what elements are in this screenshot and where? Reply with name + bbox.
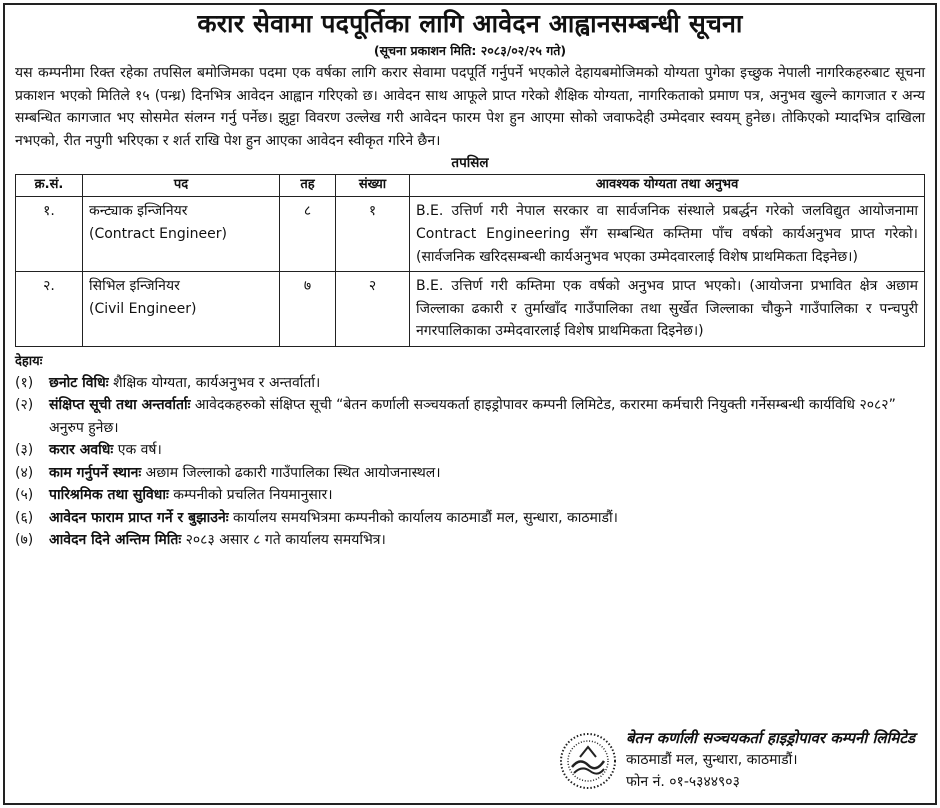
item-number: (६): [15, 509, 34, 526]
cell-serial: १.: [16, 197, 83, 272]
item-number: (१): [15, 374, 34, 391]
cell-count: २: [336, 272, 410, 347]
company-name: बेतन कर्णाली सञ्चयकर्ता हाइड्रोपावर कम्पनी लिमिटेड: [625, 729, 915, 747]
cell-count: १: [336, 197, 410, 272]
item-number: (५): [15, 487, 34, 504]
post-name-nepali: कन्ट्याक इन्जिनियर: [89, 203, 188, 220]
table-header-row: [16, 175, 925, 197]
list-item: [15, 529, 925, 552]
post-name-nepali: सिभिल इन्जिनियर: [89, 278, 180, 295]
table-caption: तपसिल: [451, 155, 489, 172]
publication-date: (सूचना प्रकाशन मिति: २०८३/०२/२५ गते): [373, 43, 567, 58]
intro-paragraph: यस कम्पनीमा रिक्त रहेका तपसिल बमोजिमका पदमा एक वर्षका लागि करार सेवामा पदपूर्ति गर्नुपर्ने भएकोले देहायबमोजिमको योग्यता पुगेका इच्छुक नेपाली नागरिकहरुबाट सूचना प्रकाशन भएको मितिले १५ (पन्ध्र) दिनभित्र आवेदन आह्वान गरिएको छ। आवेदन साथ आफूले प्राप्त गरेको शैक्षिक योग्यता, नागरिकताको प्रमाण पत्र, अनुभव खुल्ने कागजात र अन्य सम्बन्धित कागजात भए सोसमेत संलग्न गर्नु पर्नेछ। झुट्टा विवरण उल्लेख गरी आवेदन फारम पेश हुन आएमा सोको जवाफदेही उम्मेदवार स्वयम् हुनेछ। तोकिएको म्यादभित्र दाखिला नभएको, रीत नपुगी भरिएका र शर्त राखि पेश हुन आएका आवेदन स्वीकृत गरिने छैन।: [15, 65, 925, 149]
list-item: [15, 439, 925, 462]
header-post: पद: [83, 175, 280, 197]
item-text: अछाम जिल्लाको ढकारी गाउँपालिका स्थित आयोजनास्थल।: [141, 464, 441, 481]
list-item: [15, 507, 925, 530]
post-name-english: (Contract Engineer): [89, 225, 227, 242]
dehaya-heading: देहायः: [15, 353, 43, 369]
posts-table: [15, 174, 925, 347]
list-item: [15, 372, 925, 395]
table-row: [16, 272, 925, 347]
table-row: [16, 197, 925, 272]
cell-qualification: B.E. उत्तिर्ण गरी कम्तिमा एक वर्षको अनुभव प्राप्त भएको। (आयोजना प्रभावित क्षेत्र अछाम जिल्लाका ढकारी र तुर्माखाँद गाउँपालिका तथा सुर्खेत जिल्लाका चौकुने गाउँपालिका र पन्चपुरी नगरपालिकाका उम्मेदवारलाई विशेष प्राथमिकता दिइनेछ।): [410, 272, 925, 347]
notice: [3, 3, 937, 805]
list-item: [15, 484, 925, 507]
cell-qualification: B.E. उत्तिर्ण गरी नेपाल सरकार वा सार्वजनिक संस्थाले प्रबर्द्धन गरेको जलविद्युत आयोजनामा Contract Engineering सँग सम्बन्धित कम्तिमा पाँच वर्षको कार्यअनुभव प्राप्त गरेको। (सार्वजनिक खरिदसम्बन्धी कार्यअनुभव भएका उम्मेदवारलाई विशेष प्राथमिकता दिइनेछ।): [410, 197, 925, 272]
header-qualification: आवश्यक योग्यता तथा अनुभव: [410, 175, 925, 197]
item-label: संक्षिप्त सूची तथा अन्तर्वार्ताः: [49, 397, 191, 414]
post-name-english: (Civil Engineer): [89, 300, 197, 317]
header-count: संख्या: [336, 175, 410, 197]
item-label: करार अवधिः: [49, 442, 114, 459]
item-text: २०८३ असार ८ गते कार्यालय समयभित्र।: [181, 532, 386, 549]
item-text: कम्पनीको प्रचलित नियमानुसार।: [168, 487, 333, 504]
item-label: काम गर्नुपर्ने स्थानः: [49, 464, 142, 481]
item-label: छनोट विधिः: [49, 374, 109, 391]
header-level: तह: [280, 175, 336, 197]
list-item: [15, 462, 925, 485]
item-number: (७): [15, 532, 34, 549]
item-number: (२): [15, 397, 34, 414]
cell-post: [83, 197, 280, 272]
item-label: आवेदन फाराम प्राप्त गर्ने र बुझाउनेः: [49, 509, 229, 526]
cell-level: ७: [280, 272, 336, 347]
cell-post: [83, 272, 280, 347]
item-number: (४): [15, 464, 34, 481]
item-label: पारिश्रमिक तथा सुविधाः: [49, 487, 169, 504]
item-text: कार्यालय समयभित्रमा कम्पनीको कार्यालय काठमाडौं मल, सुन्धारा, काठमाडौं।: [228, 509, 618, 526]
item-text: आवेदकहरुको संक्षिप्त सूची “बेतन कर्णाली सञ्चयकर्ता हाइड्रोपावर कम्पनी लिमिटेड, करारमा कर्मचारी नियुक्ती गर्नेसम्बन्धी कार्यविधि २०८२” अनुरुप हुनेछ।: [49, 397, 896, 436]
company-seal-icon: [558, 731, 618, 791]
cell-level: ८: [280, 197, 336, 272]
dehaya-list: [15, 372, 925, 552]
company-address: काठमाडौं मल, सुन्धारा, काठमाडौं।: [625, 752, 798, 768]
item-number: (३): [15, 442, 34, 459]
item-label: आवेदन दिने अन्तिम मितिः: [49, 532, 182, 549]
item-text: एक वर्ष।: [113, 442, 162, 459]
header-serial: क्र.सं.: [16, 175, 83, 197]
notice-title: करार सेवामा पदपूर्तिका लागि आवेदन आह्वानसम्बन्धी सूचना: [197, 9, 743, 38]
company-phone: फोन नं. ०१-५३४४९०३: [625, 774, 740, 790]
cell-serial: २.: [16, 272, 83, 347]
company-details: [626, 727, 915, 793]
company-footer: [558, 727, 915, 793]
list-item: [15, 394, 925, 439]
item-text: शैक्षिक योग्यता, कार्यअनुभव र अन्तर्वार्ता।: [108, 374, 321, 391]
